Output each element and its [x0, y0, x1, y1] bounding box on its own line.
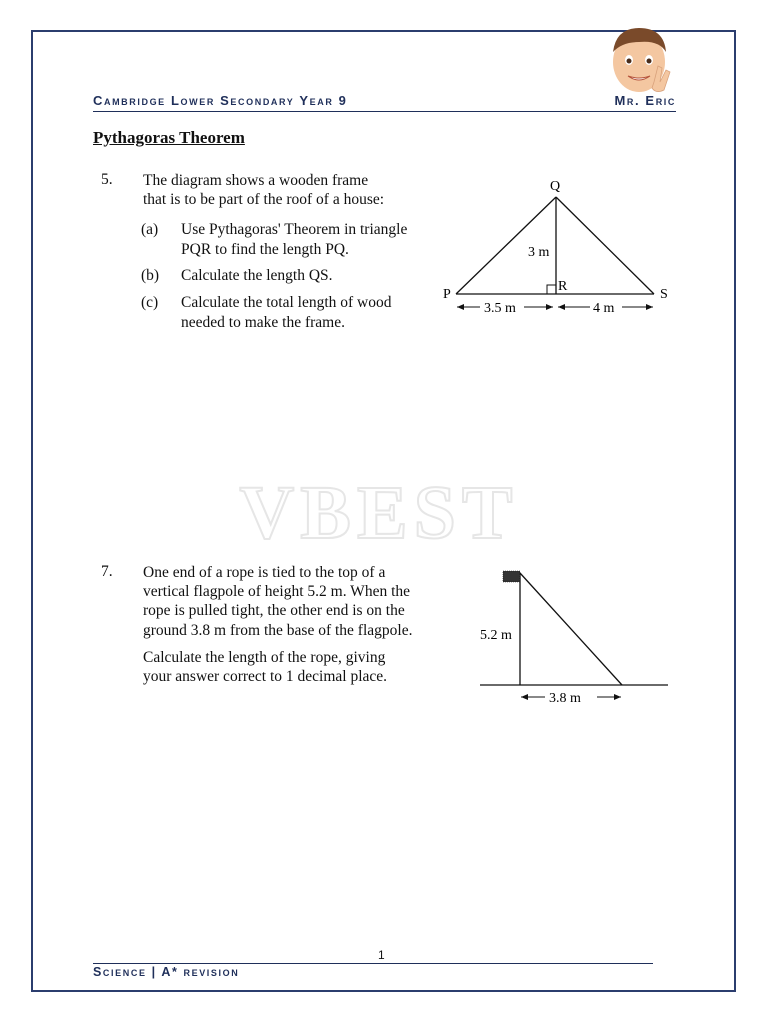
part-label: (b) — [141, 267, 160, 284]
flagpole-diagram — [475, 565, 675, 710]
label-q: Q — [550, 179, 561, 194]
part-line-1: Calculate the total length of wood — [181, 294, 392, 311]
label-height: 3 m — [528, 245, 550, 260]
roof-frame-diagram — [440, 172, 680, 322]
page-header — [93, 93, 676, 112]
rope-line — [520, 573, 622, 685]
page-number: 1 — [378, 948, 385, 962]
header-teacher: Mr. Eric — [614, 93, 676, 108]
question-7-line-4: ground 3.8 m from the base of the flagpole. — [143, 622, 413, 639]
question-7-line-1: One end of a rope is tied to the top of a — [143, 564, 386, 581]
header-course: Cambridge Lower Secondary Year 9 — [93, 93, 348, 108]
question-7-number: 7. — [101, 563, 113, 580]
avatar-emoji-icon — [604, 22, 674, 96]
question-7-line-5: Calculate the length of the rope, giving — [143, 649, 386, 666]
right-angle-mark — [547, 285, 556, 294]
watermark-logo — [204, 478, 554, 548]
question-7-line-2: vertical flagpole of height 5.2 m. When the — [143, 583, 411, 600]
flag-icon — [503, 571, 520, 582]
part-line-1: Calculate the length QS. — [181, 267, 333, 284]
label-r: R — [558, 279, 568, 294]
label-s: S — [660, 287, 668, 302]
label-p: P — [443, 287, 451, 302]
label-flagpole-height: 5.2 m — [480, 628, 512, 643]
part-line-1: Use Pythagoras' Theorem in triangle — [181, 221, 408, 238]
part-line-2: PQR to find the length PQ. — [181, 241, 349, 258]
svg-text:VBEST: VBEST — [239, 478, 519, 548]
label-base-left: 3.5 m — [484, 301, 516, 316]
part-line-2: needed to make the frame. — [181, 314, 345, 331]
question-7-line-6: your answer correct to 1 decimal place. — [143, 668, 388, 685]
question-5-number: 5. — [101, 171, 113, 188]
label-base-right: 4 m — [593, 301, 615, 316]
question-7-line-3: rope is pulled tight, the other end is on the — [143, 602, 405, 619]
footer-rule — [93, 963, 653, 964]
side-qs — [556, 197, 654, 294]
part-label: (c) — [141, 294, 159, 311]
label-ground-distance: 3.8 m — [549, 691, 581, 706]
question-5-stem-line-2: that is to be part of the roof of a house: — [143, 191, 385, 208]
topic-title: Pythagoras Theorem — [93, 128, 245, 147]
question-5-stem-line-1: The diagram shows a wooden frame — [143, 172, 369, 189]
footer-label: Science | A* revision — [93, 965, 240, 979]
part-label: (a) — [141, 221, 159, 238]
